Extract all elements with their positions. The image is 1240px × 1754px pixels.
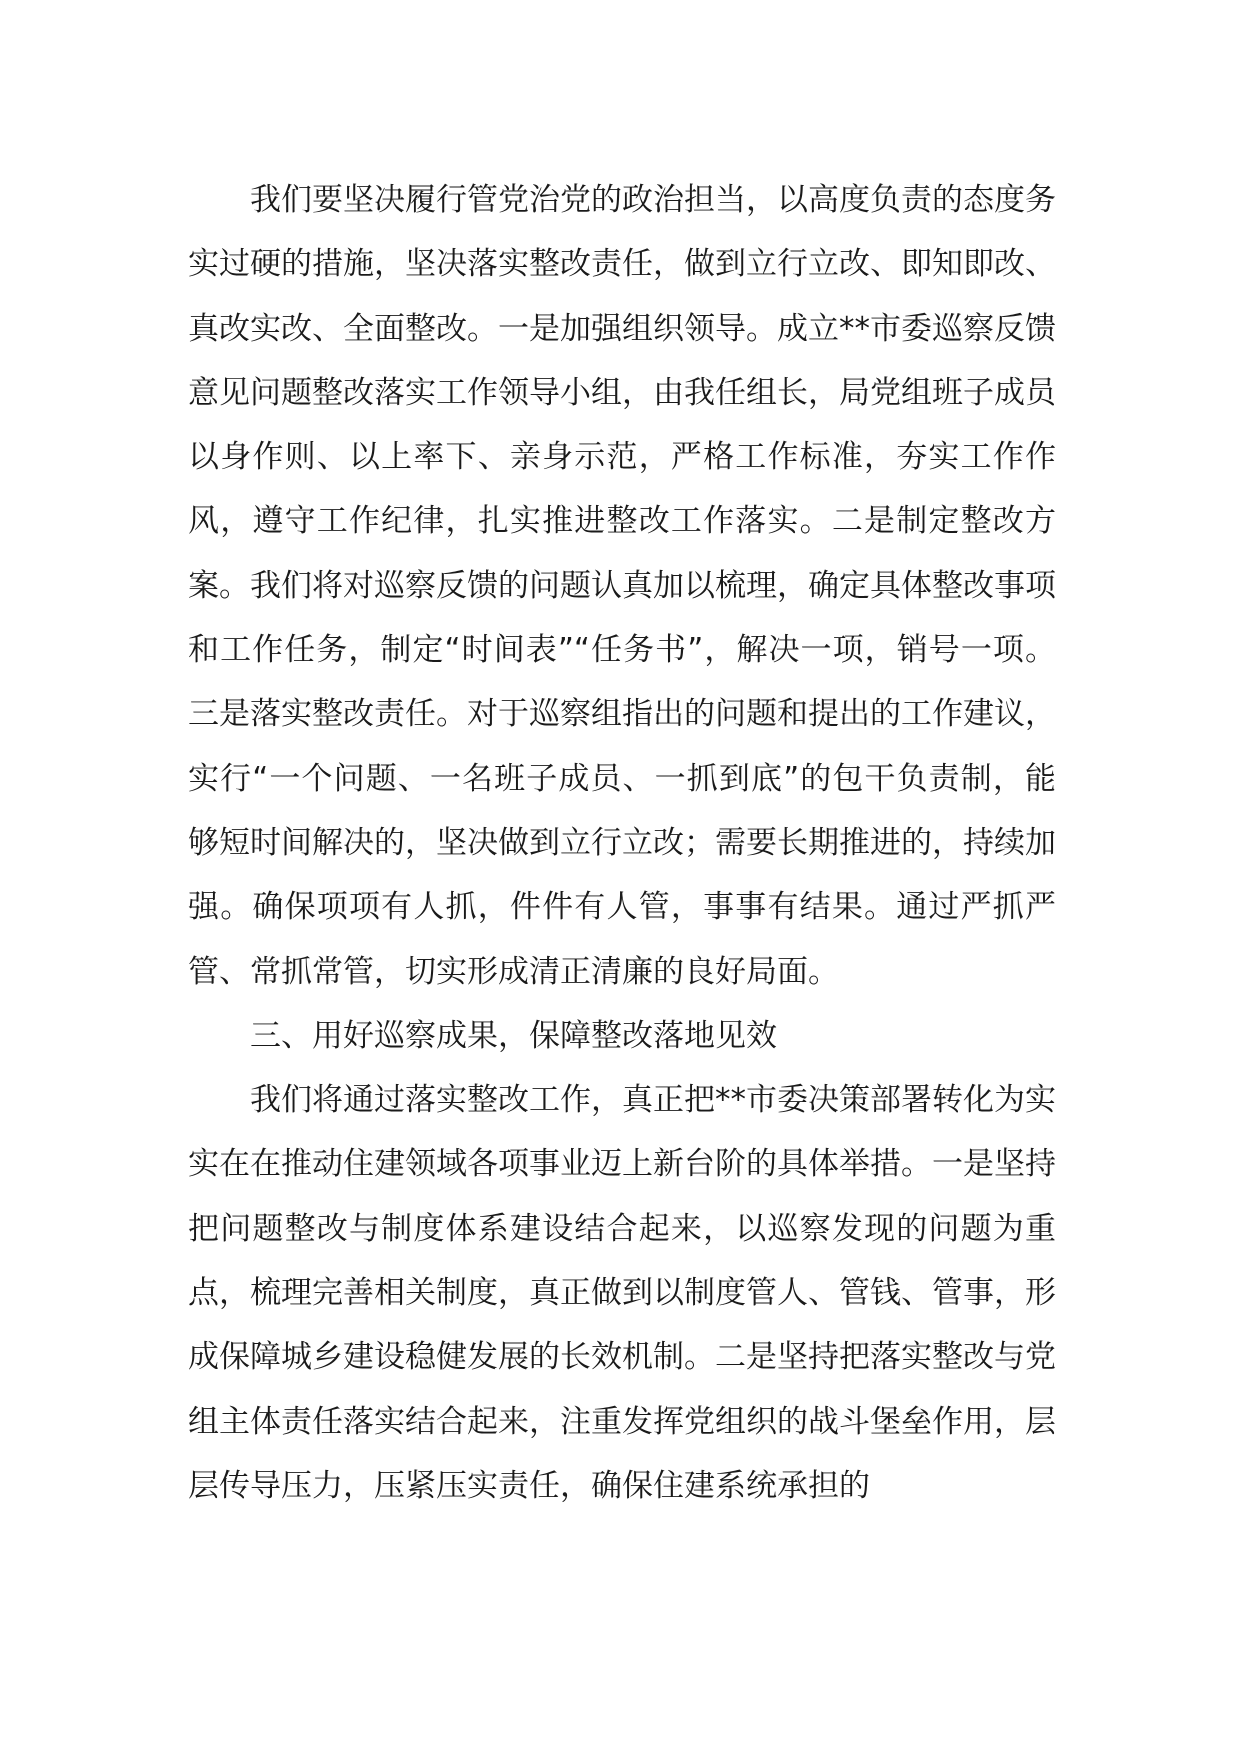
paragraph-rectification-measures: 我们要坚决履行管党治党的政治担当，以高度负责的态度务实过硬的措施，坚决落实整改责任，做到立行立改、即知即改、真改实改、全面整改。一是加强组织领导。成立**市委巡察反馈意见问题整改落实工作领导小组，由我任组长，局党组班子成员以身作则、以上率下、亲身示范，严格工作标准，夯实工作作风，遵守工作纪律，扎实推进整改工作落实。二是制定整改方案。我们将对巡察反馈的问题认真加以梳理，确定具体整改事项和工作任务，制定“时间表”“任务书”，解决一项，销号一项。三是落实整改责任。对于巡察组指出的问题和提出的工作建议，实行“一个问题、一名班子成员、一抓到底”的包干负责制，能够短时间解决的，坚决做到立行立改；需要长期推进的，持续加强。确保项项有人抓，件件有人管，事事有结果。通过严抓严管、常抓常管，切实形成清正清廉的良好局面。 [188, 182, 1056, 990]
document-body [188, 168, 1056, 1518]
paragraph-inspection-results: 我们将通过落实整改工作，真正把**市委决策部署转化为实实在在推动住建领域各项事业迈上新台阶的具体举措。一是坚持把问题整改与制度体系建设结合起来，以巡察发现的问题为重点，梳理完善相关制度，真正做到以制度管人、管钱、管事，形成保障城乡建设稳健发展的长效机制。二是坚持把落实整改与党组主体责任落实结合起来，注重发挥党组织的战斗堡垒作用，层层传导压力，压紧压实责任，确保住建系统承担的 [188, 1082, 1056, 1504]
section-heading: 三、用好巡察成果，保障整改落地见效 [250, 1017, 777, 1054]
